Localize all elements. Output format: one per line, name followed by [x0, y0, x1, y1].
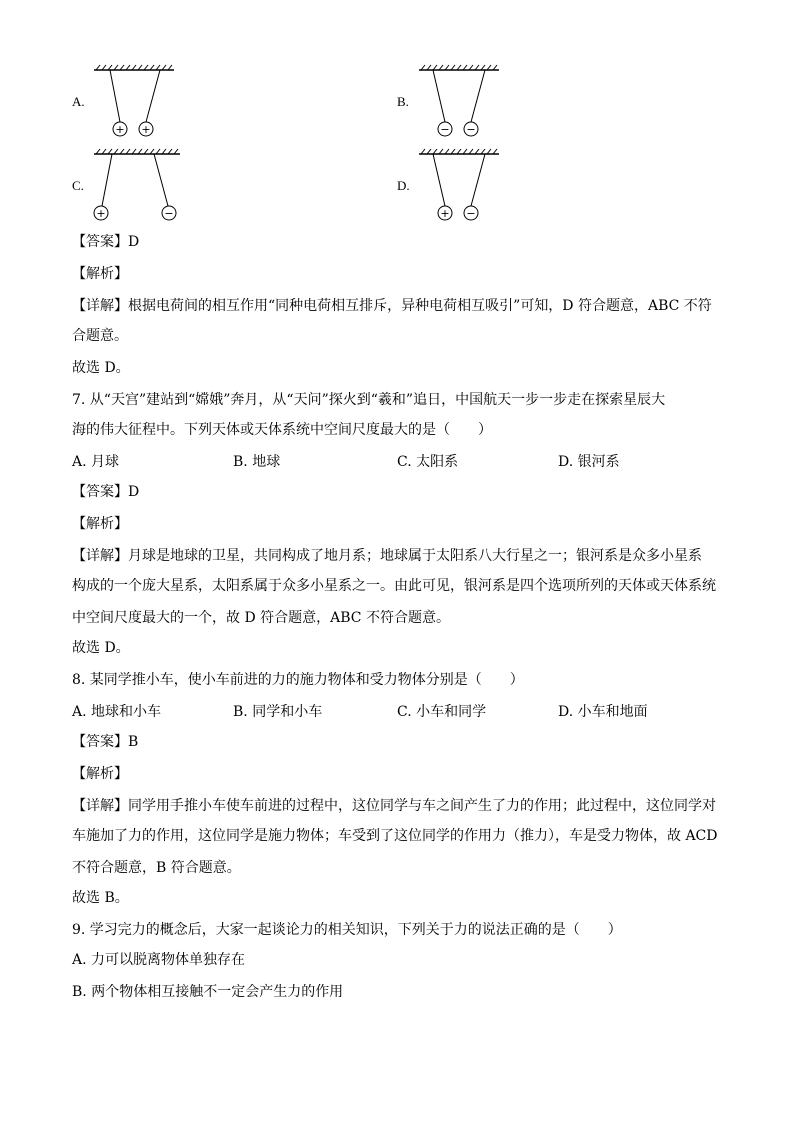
q7-stem-line-2: 海的伟大征程中。下列天体或天体系统中空间尺度最大的是（ ）	[72, 422, 492, 438]
q8-answer: 【答案】B	[72, 734, 139, 750]
q6-answer: 【答案】D	[72, 234, 140, 250]
q7-option-b: B. 地球	[233, 454, 281, 470]
q8-option-b: B. 同学和小车	[233, 704, 323, 720]
q8-detail-line-2: 车施加了力的作用，这位同学是施力物体；车受到了这位同学的作用力（推力），车是受力物体，故 ACD	[72, 828, 718, 844]
q6-analysis-heading: 【解析】	[72, 266, 128, 282]
q6-detail-line-2: 合题意。	[72, 328, 128, 344]
q7-conclusion: 故选 D。	[72, 640, 130, 656]
q7-stem-line-1: 7. 从“天宫”建站到“嫦娥”奔月，从“天问”探火到“羲和”追日，中国航天一步一步走在探索星辰大	[72, 392, 666, 408]
q6-conclusion: 故选 D。	[72, 360, 130, 376]
q8-option-a: A. 地球和小车	[72, 704, 162, 720]
svg-text:−: −	[466, 207, 476, 220]
q8-detail-line-3: 不符合题意，B 符合题意。	[72, 860, 241, 876]
q6-diagram-a	[88, 62, 188, 142]
q7-option-a: A. 月球	[72, 454, 120, 470]
q7-detail-line-1: 【详解】月球是地球的卫星，共同构成了地月系；地球属于太阳系八大行星之一；银河系是众多小星系	[72, 548, 702, 564]
q6-option-a-label: A.	[72, 94, 85, 109]
q8-conclusion: 故选 B。	[72, 890, 129, 906]
q6-option-d-label: D.	[397, 178, 410, 193]
q7-detail-line-2: 构成的一个庞大星系，太阳系属于众多小星系之一。由此可见，银河系是四个选项所列的天体或天体系统	[72, 578, 716, 594]
q8-analysis-heading: 【解析】	[72, 766, 128, 782]
q6-diagram-b	[413, 62, 513, 142]
q8-detail-line-1: 【详解】同学用手推小车使车前进的过程中，这位同学与车之间产生了力的作用；此过程中，这位同学对	[72, 798, 716, 814]
q7-option-d: D. 银河系	[558, 454, 620, 470]
svg-text:+: +	[96, 207, 106, 220]
q9-option-a: A. 力可以脱离物体单独存在	[72, 952, 246, 968]
svg-text:−: −	[440, 123, 450, 136]
q8-option-d: D. 小车和地面	[558, 704, 648, 720]
q9-option-b: B. 两个物体相互接触不一定会产生力的作用	[72, 984, 344, 1000]
q7-analysis-heading: 【解析】	[72, 516, 128, 532]
q6-option-c-label: C.	[72, 178, 84, 193]
q6-diagram-d	[413, 146, 513, 226]
q7-detail-line-3: 中空间尺度最大的一个，故 D 符合题意，ABC 不符合题意。	[72, 610, 450, 626]
q8-option-c: C. 小车和同学	[397, 704, 487, 720]
q7-option-c: C. 太阳系	[397, 454, 459, 470]
q6-diagram-c	[88, 146, 188, 226]
svg-text:+: +	[141, 123, 151, 136]
svg-text:+: +	[440, 207, 450, 220]
q8-stem: 8. 某同学推小车，使小车前进的力的施力物体和受力物体分别是（ ）	[72, 672, 524, 688]
svg-text:+: +	[115, 123, 125, 136]
q7-answer: 【答案】D	[72, 484, 140, 500]
q6-option-b-label: B.	[397, 94, 409, 109]
svg-text:−: −	[466, 123, 476, 136]
q9-stem: 9. 学习完力的概念后，大家一起谈论力的相关知识，下列关于力的说法正确的是（ ）	[72, 922, 622, 938]
svg-text:−: −	[164, 207, 174, 220]
q6-detail-line-1: 【详解】根据电荷间的相互作用“同种电荷相互排斥，异种电荷相互吸引”可知，D 符合题意，ABC 不符	[72, 298, 712, 314]
